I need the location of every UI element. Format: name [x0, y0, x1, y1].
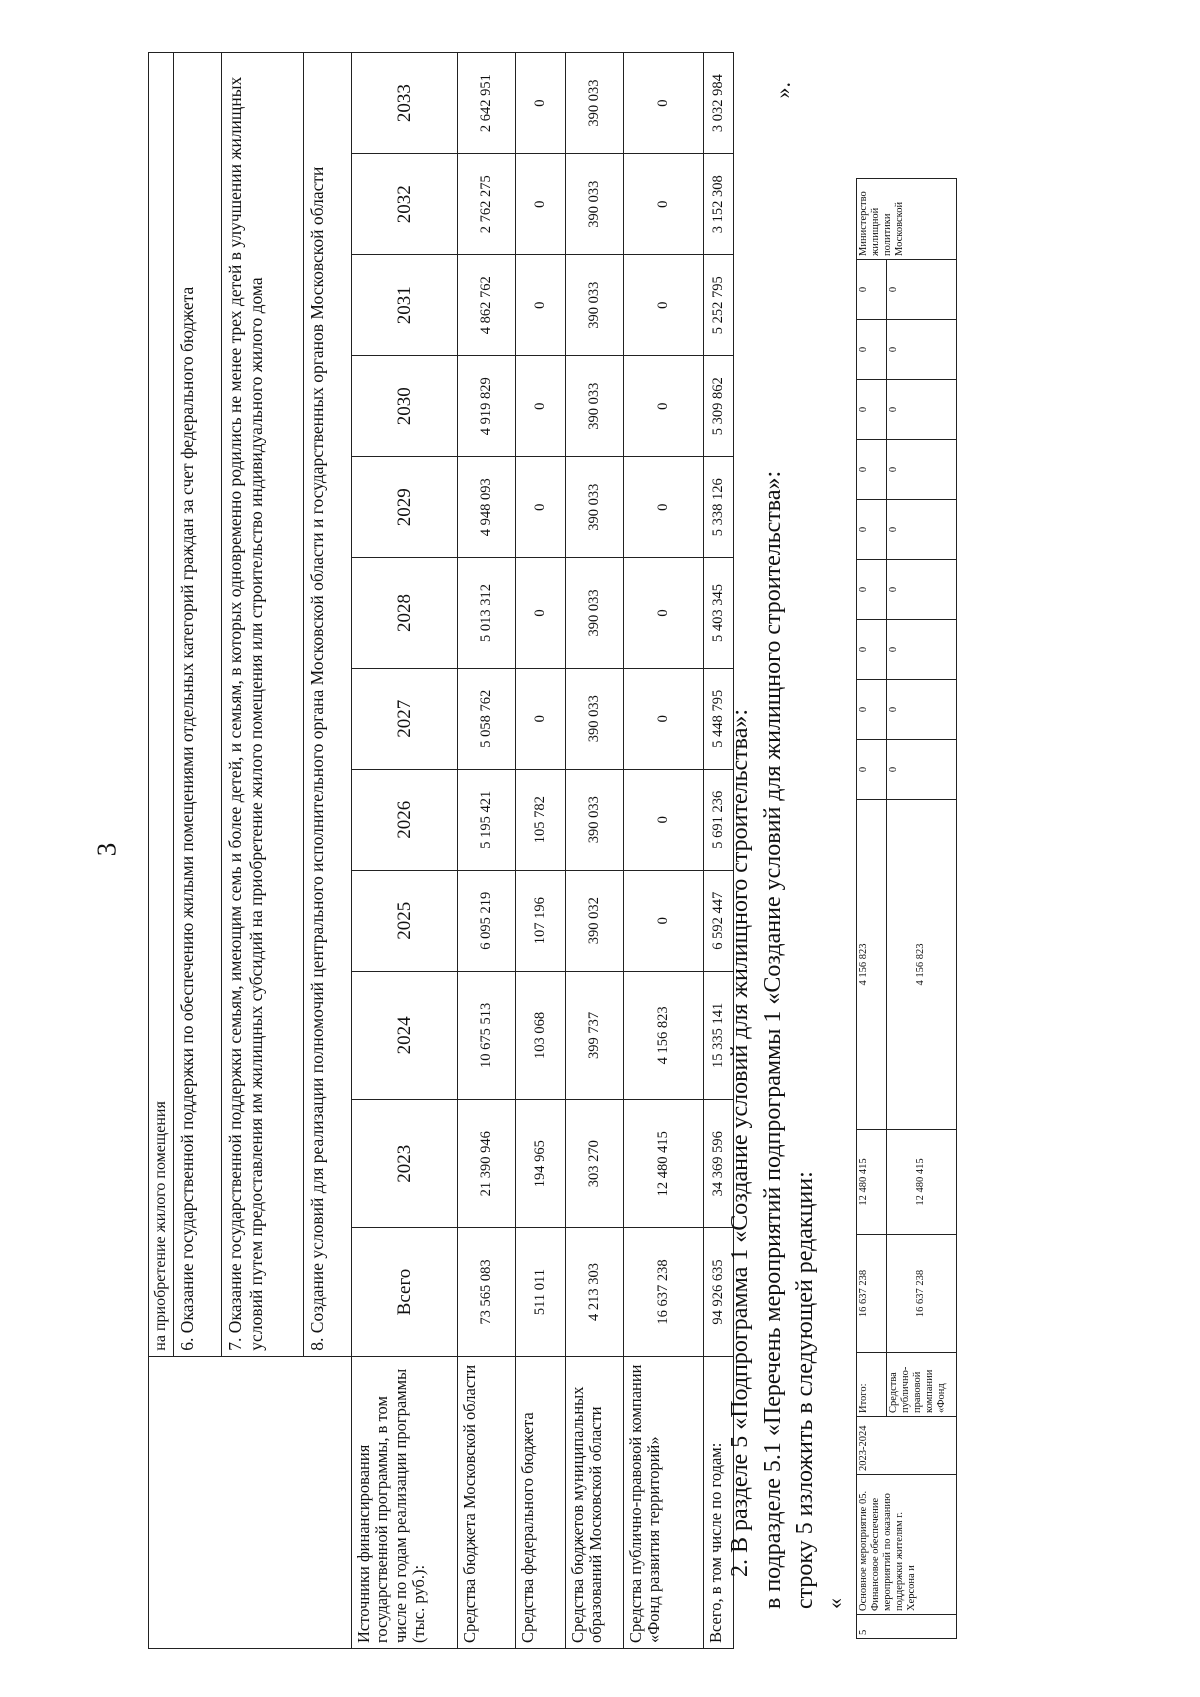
column-header: 2029 [351, 457, 457, 558]
column-header: 2030 [351, 356, 457, 457]
table-cell: 4 919 829 [457, 356, 515, 457]
table-cell: 390 033 [565, 356, 623, 457]
empty-cell [149, 1356, 352, 1648]
table-cell: 2 762 275 [457, 154, 515, 255]
table-cell: 0 [887, 620, 957, 680]
table-cell: 390 033 [565, 154, 623, 255]
table-cell: 0 [515, 356, 565, 457]
table-row [515, 53, 565, 1649]
table-cell: 73 565 083 [457, 1228, 515, 1356]
table-cell: 0 [515, 53, 565, 154]
table-cell: 12 480 415 [887, 1130, 957, 1235]
column-header: Всего [351, 1228, 457, 1356]
table-cell: 390 032 [565, 870, 623, 971]
table-cell: 0 [887, 740, 957, 800]
table-cell: 15 335 141 [703, 971, 733, 1099]
table-cell: 0 [887, 440, 957, 500]
table-cell: 10 675 513 [457, 971, 515, 1099]
table-cell: 3 032 984 [703, 53, 733, 154]
table-cell: 16 637 238 [623, 1228, 703, 1356]
table-cell: 0 [623, 457, 703, 558]
table-cell: 6 592 447 [703, 870, 733, 971]
page-number: 3 [91, 842, 122, 857]
table-cell: 194 965 [515, 1100, 565, 1228]
table-cell: 0 [515, 457, 565, 558]
table-cell: 0 [515, 154, 565, 255]
row-label: Средства федерального бюджета [515, 1356, 565, 1648]
table-cell: 12 480 415 [623, 1100, 703, 1228]
table-row [623, 53, 703, 1649]
table-cell: 0 [623, 356, 703, 457]
table-cell: 16 637 238 [887, 1235, 957, 1353]
table-cell: 0 [515, 668, 565, 769]
column-header: 2027 [351, 668, 457, 769]
table-cell: 0 [887, 500, 957, 560]
table-cell: 5 338 126 [703, 457, 733, 558]
intro-row: на приобретение жилого помещения [149, 53, 174, 1357]
row-label: Средства бюджетов муниципальных образований Московской области [565, 1356, 623, 1648]
closing-quote-mark: ». [770, 82, 795, 99]
table-cell: 0 [887, 680, 957, 740]
table-cell: 5 058 762 [457, 668, 515, 769]
column-header: 2026 [351, 769, 457, 870]
table-row [565, 53, 623, 1649]
table-cell: 0 [857, 560, 887, 620]
table-cell: 390 033 [565, 53, 623, 154]
table-cell: 0 [857, 440, 887, 500]
table-cell: 5 195 421 [457, 769, 515, 870]
event-period: 2023-2024 [857, 1417, 957, 1475]
table-cell: 0 [887, 260, 957, 320]
table-cell: 390 033 [565, 769, 623, 870]
paragraph: в подразделе 5.1 «Перечень мероприятий подпрограммы 1 «Создание условий для жилищного строительства»: [760, 470, 786, 1609]
column-header: 2023 [351, 1100, 457, 1228]
table-cell: 4 156 823 [857, 800, 887, 1130]
table-cell: 5 691 236 [703, 769, 733, 870]
header-label: Источники финансирования государственной программы, в том числе по годам реализации программы (тыс. руб.): [351, 1356, 457, 1648]
table-cell: 34 369 596 [703, 1100, 733, 1228]
column-header: 2025 [351, 870, 457, 971]
opening-quote-mark: « [822, 1598, 847, 1609]
table-cell: 0 [857, 680, 887, 740]
table-row [857, 179, 887, 1639]
source-label: Средства публично-правовой компании «Фонд [887, 1353, 957, 1417]
row-label: Всего, в том числе по годам: [703, 1356, 733, 1648]
table-cell: 0 [623, 769, 703, 870]
table-cell: 6 095 219 [457, 870, 515, 971]
table-cell: 12 480 415 [857, 1130, 887, 1235]
intro-row: 6. Оказание государственной поддержки по обеспечению жилыми помещениями отдельных категорий граждан за счет федерального бюджета [173, 53, 221, 1357]
table-cell: 0 [857, 500, 887, 560]
event-name: Основное мероприятие 05. Финансовое обеспечение мероприятий по оказанию поддержки жителям г. Херсона и [857, 1475, 957, 1615]
table-cell: 4 156 823 [887, 800, 957, 1130]
table-cell: 0 [623, 558, 703, 669]
row-number: 5 [857, 1615, 957, 1639]
column-header: 2031 [351, 255, 457, 356]
table-cell: 5 403 345 [703, 558, 733, 669]
table-cell: 0 [515, 558, 565, 669]
table-cell: 94 926 635 [703, 1228, 733, 1356]
intro-row: 7. Оказание государственной поддержки семьям, имеющим семь и более детей, и семьям, в которых одновременно родились не менее трех детей в улучшении жилищных условий путем предоставления им жилищных субсидий на приобретение жилого помещения или строительство индивидуального жилого дома [221, 53, 303, 1357]
rotated-page-content [130, 52, 1070, 1649]
table-cell: 390 033 [565, 558, 623, 669]
table-cell: 0 [857, 380, 887, 440]
table-cell: 511 011 [515, 1228, 565, 1356]
table-cell: 0 [623, 668, 703, 769]
paragraph: 2. В разделе 5 «Подпрограмма 1 «Создание условий для жилищного строительства»: [727, 708, 753, 1577]
row-label: Средства публично-правовой компании «Фонд развития территорий» [623, 1356, 703, 1648]
table-cell: 0 [887, 380, 957, 440]
column-header: 2024 [351, 971, 457, 1099]
table-cell: 103 068 [515, 971, 565, 1099]
table-cell: 5 013 312 [457, 558, 515, 669]
table-cell: 4 948 093 [457, 457, 515, 558]
table-cell: 0 [623, 53, 703, 154]
table-cell: 107 196 [515, 870, 565, 971]
table-cell: 0 [623, 870, 703, 971]
table-cell: 16 637 238 [857, 1235, 887, 1353]
table-cell: 3 152 308 [703, 154, 733, 255]
column-header: 2028 [351, 558, 457, 669]
table-cell: 390 033 [565, 457, 623, 558]
total-label: Итого: [857, 1353, 887, 1417]
events-table [856, 178, 957, 1639]
table-cell: 4 862 762 [457, 255, 515, 356]
table-cell: 0 [857, 740, 887, 800]
table-cell: 21 390 946 [457, 1100, 515, 1228]
table-cell: 5 309 862 [703, 356, 733, 457]
intro-row: 8. Создание условий для реализации полномочий центрального исполнительного органа Московской области и государственных органов Московской области [303, 53, 351, 1357]
table-cell: 0 [515, 255, 565, 356]
table-cell: 0 [887, 560, 957, 620]
table-cell: 4 156 823 [623, 971, 703, 1099]
row-label: Средства бюджета Московской области [457, 1356, 515, 1648]
table-cell: 105 782 [515, 769, 565, 870]
paragraph: строку 5 изложить в следующей редакции: [792, 1171, 818, 1609]
table-cell: 4 213 303 [565, 1228, 623, 1356]
table-cell: 390 033 [565, 668, 623, 769]
table-cell: 303 270 [565, 1100, 623, 1228]
responsible-body: Министерство жилищной политики Московской [857, 179, 957, 260]
table-cell: 2 642 951 [457, 53, 515, 154]
table-cell: 5 448 795 [703, 668, 733, 769]
table-cell: 0 [857, 620, 887, 680]
column-header: 2032 [351, 154, 457, 255]
table-cell: 390 033 [565, 255, 623, 356]
table-cell: 399 737 [565, 971, 623, 1099]
financing-table [148, 52, 734, 1649]
table-cell: 0 [623, 154, 703, 255]
column-header: 2033 [351, 53, 457, 154]
table-cell: 0 [857, 320, 887, 380]
table-cell: 5 252 795 [703, 255, 733, 356]
table-row [457, 53, 515, 1649]
table-cell: 0 [857, 260, 887, 320]
table-cell: 0 [887, 320, 957, 380]
table-cell: 0 [623, 255, 703, 356]
